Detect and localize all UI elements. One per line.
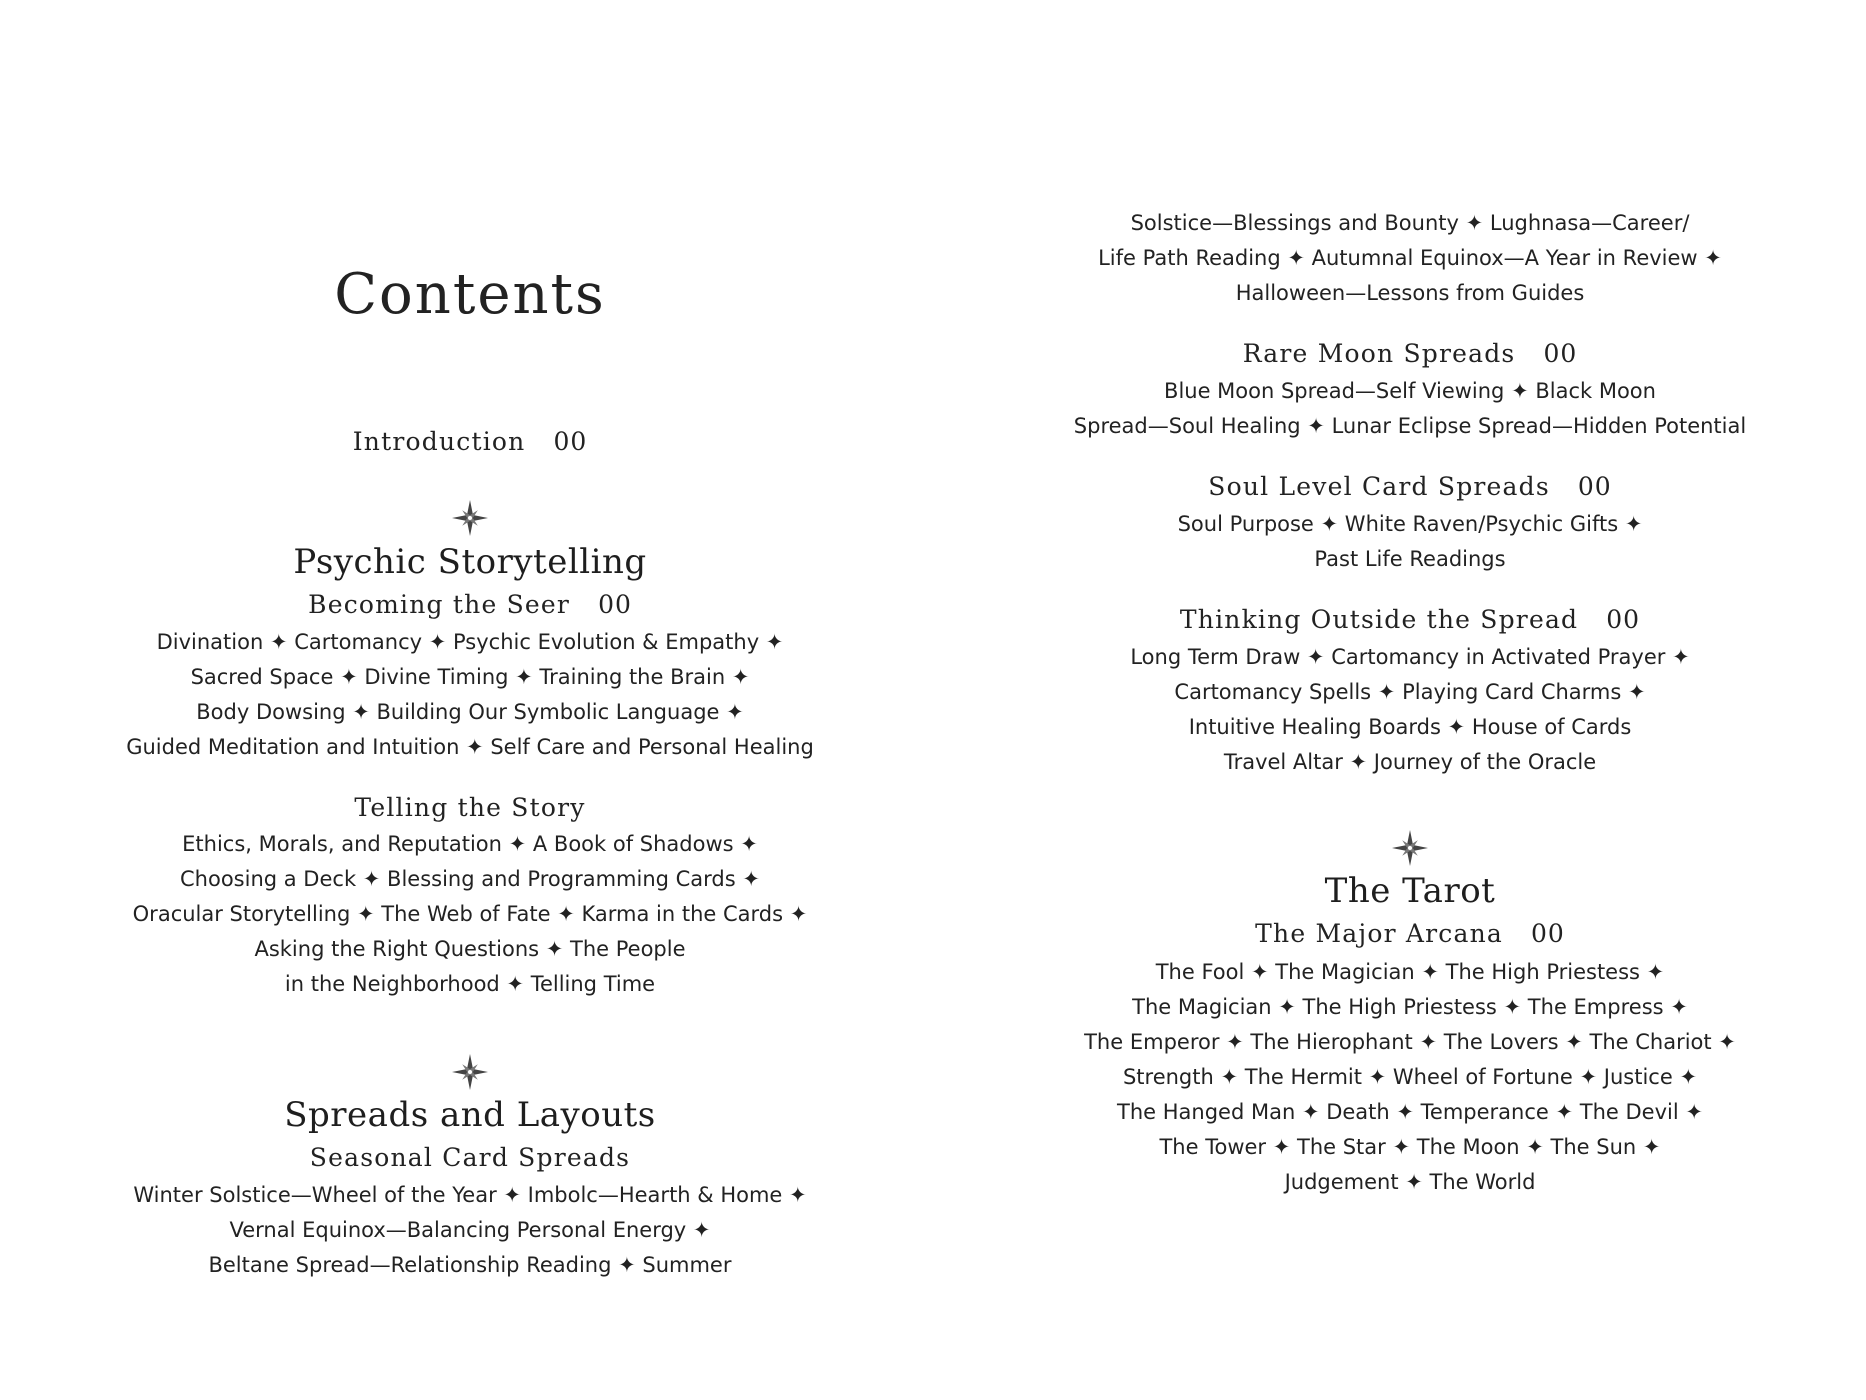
topic-line: Ethics, Morals, and Reputation ✦ A Book of Shadows ✦ <box>182 832 758 856</box>
topic-list-thinking-outside-the-spread <box>1020 640 1800 780</box>
page-number: 00 <box>553 427 588 456</box>
page-number: 00 <box>1543 339 1578 368</box>
topic-line: Judgement ✦ The World <box>1284 1170 1536 1194</box>
right-page <box>1020 0 1800 1400</box>
entry-label: Becoming the Seer <box>308 590 571 619</box>
topic-line: The Fool ✦ The Magician ✦ The High Priestess ✦ <box>1155 960 1665 984</box>
toc-entry-seasonal-card-spreads[interactable] <box>80 1143 860 1172</box>
topic-line: in the Neighborhood ✦ Telling Time <box>284 972 656 996</box>
topic-line: Past Life Readings <box>1314 547 1506 571</box>
toc-entry-the-major-arcana[interactable] <box>1020 919 1800 948</box>
entry-label: The Major Arcana <box>1255 919 1504 948</box>
topic-line: Strength ✦ The Hermit ✦ Wheel of Fortune ✦ Justice ✦ <box>1122 1065 1698 1089</box>
page-title: Contents <box>334 262 606 327</box>
section-title-psychic-storytelling: Psychic Storytelling <box>293 542 647 582</box>
entry-label: Seasonal Card Spreads <box>309 1143 631 1172</box>
topic-line: Soul Purpose ✦ White Raven/Psychic Gifts ✦ <box>1177 512 1643 536</box>
topic-line: The Emperor ✦ The Hierophant ✦ The Lovers ✦ The Chariot ✦ <box>1084 1030 1736 1054</box>
topic-list-becoming-the-seer <box>80 625 860 765</box>
page-number: 00 <box>598 590 632 619</box>
topic-list-seasonal-card-spreads <box>80 1178 860 1283</box>
topic-line: Intuitive Healing Boards ✦ House of Cards <box>1188 715 1632 739</box>
topic-list-soul-level-card-spreads <box>1020 507 1800 577</box>
compass-star-icon <box>450 498 490 538</box>
topic-line: Long Term Draw ✦ Cartomancy in Activated Prayer ✦ <box>1130 645 1690 669</box>
entry-label: Rare Moon Spreads <box>1242 339 1516 368</box>
page-number: 00 <box>1606 605 1641 634</box>
entry-label: Telling the Story <box>354 793 586 822</box>
topic-list-telling-the-story <box>80 827 860 1002</box>
topic-list-the-major-arcana <box>1020 955 1800 1200</box>
topic-list-seasonal-continued <box>1020 206 1800 311</box>
topic-line: Beltane Spread—Relationship Reading ✦ Summer <box>208 1253 732 1277</box>
page-number: 00 <box>1577 472 1612 501</box>
topic-line: Oracular Storytelling ✦ The Web of Fate ✦ Karma in the Cards ✦ <box>132 902 808 926</box>
toc-entry-soul-level-card-spreads[interactable] <box>1020 472 1800 501</box>
topic-line: Travel Altar ✦ Journey of the Oracle <box>1223 750 1597 774</box>
compass-star-icon <box>450 1052 490 1092</box>
topic-line: Cartomancy Spells ✦ Playing Card Charms ✦ <box>1174 680 1646 704</box>
topic-line: Life Path Reading ✦ Autumnal Equinox—A Year in Review ✦ <box>1098 246 1722 270</box>
section-title-spreads-and-layouts: Spreads and Layouts <box>284 1095 656 1135</box>
compass-star-icon <box>1390 828 1430 868</box>
page-number: 00 <box>1531 919 1565 948</box>
topic-line: The Hanged Man ✦ Death ✦ Temperance ✦ The Devil ✦ <box>1117 1100 1703 1124</box>
toc-entry-thinking-outside-the-spread[interactable] <box>1020 605 1800 634</box>
topic-line: Spread—Soul Healing ✦ Lunar Eclipse Spread—Hidden Potential <box>1073 414 1747 438</box>
topic-line: Halloween—Lessons from Guides <box>1235 281 1585 305</box>
topic-line: Solstice—Blessings and Bounty ✦ Lughnasa—Career/ <box>1130 211 1690 235</box>
topic-line: Sacred Space ✦ Divine Timing ✦ Training the Brain ✦ <box>190 665 750 689</box>
topic-line: Blue Moon Spread—Self Viewing ✦ Black Moon <box>1164 379 1656 403</box>
toc-entry-introduction[interactable] <box>80 427 860 456</box>
topic-line: The Tower ✦ The Star ✦ The Moon ✦ The Sun ✦ <box>1159 1135 1661 1159</box>
topic-line: The Magician ✦ The High Priestess ✦ The Empress ✦ <box>1132 995 1688 1019</box>
entry-label: Thinking Outside the Spread <box>1179 605 1579 634</box>
topic-line: Vernal Equinox—Balancing Personal Energy ✦ <box>229 1218 711 1242</box>
section-title-the-tarot: The Tarot <box>1324 871 1496 911</box>
toc-entry-telling-the-story[interactable] <box>80 793 860 822</box>
topic-line: Choosing a Deck ✦ Blessing and Programming Cards ✦ <box>180 867 760 891</box>
entry-label: Introduction <box>352 427 526 456</box>
toc-entry-rare-moon-spreads[interactable] <box>1020 339 1800 368</box>
topic-list-rare-moon-spreads <box>1020 374 1800 444</box>
topic-line: Divination ✦ Cartomancy ✦ Psychic Evolution & Empathy ✦ <box>156 630 784 654</box>
entry-label: Soul Level Card Spreads <box>1208 472 1550 501</box>
toc-entry-becoming-the-seer[interactable] <box>80 590 860 619</box>
topic-line: Winter Solstice—Wheel of the Year ✦ Imbolc—Hearth & Home ✦ <box>133 1183 807 1207</box>
left-page <box>80 0 860 1400</box>
topic-line: Body Dowsing ✦ Building Our Symbolic Language ✦ <box>196 700 744 724</box>
topic-line: Guided Meditation and Intuition ✦ Self Care and Personal Healing <box>126 735 814 759</box>
topic-line: Asking the Right Questions ✦ The People <box>254 937 686 961</box>
